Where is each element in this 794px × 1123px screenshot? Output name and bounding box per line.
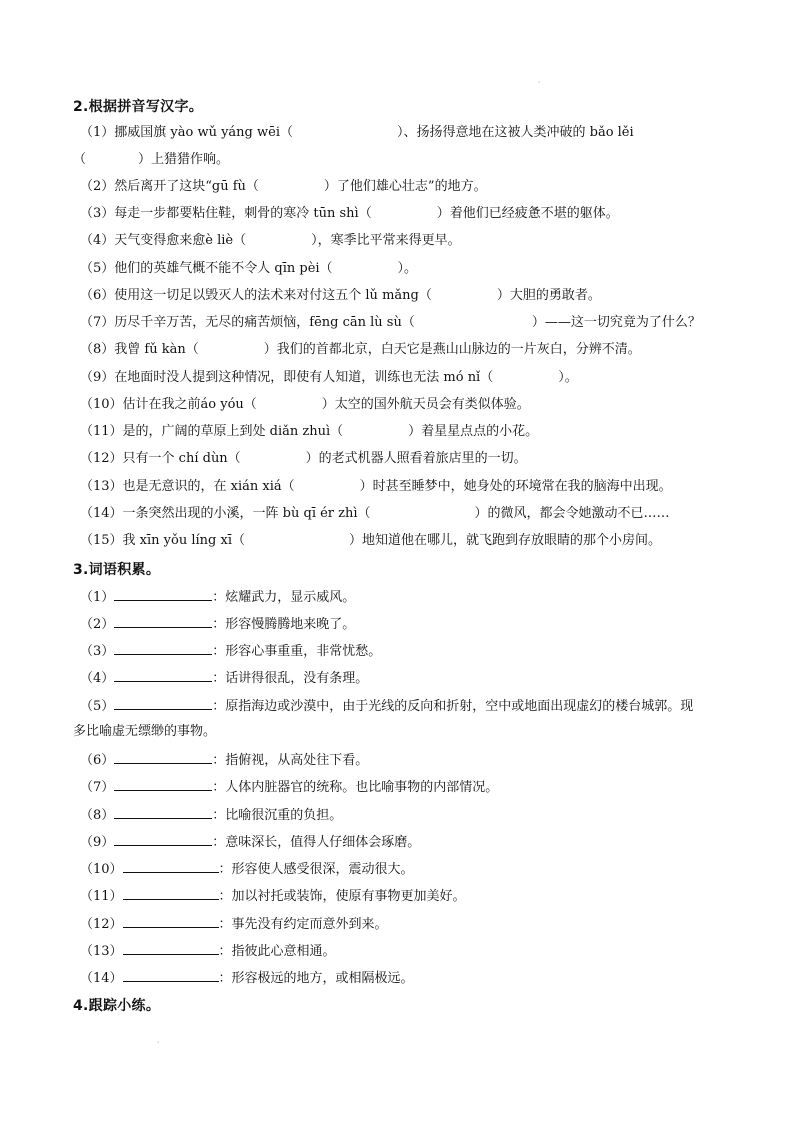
vocab-item-5-cont: 多比喻虚无缥缈的事物。	[73, 724, 217, 739]
vocab-item-1: （1） ：炫耀武力，显示威风。	[80, 587, 355, 607]
answer-blank[interactable]	[123, 859, 219, 873]
answer-blank[interactable]	[114, 587, 212, 601]
pinyin-item-8: （8）我曾 fǔ kàn（ ）我们的首都北京，白天它是燕山山脉边的一片灰白，分辨不清。	[80, 342, 641, 357]
answer-blank[interactable]	[123, 886, 219, 900]
answer-blank[interactable]	[114, 668, 212, 682]
vocab-item-2: （2） ：形容慢腾腾地来晚了。	[80, 614, 355, 634]
vocab-item-12: （12） ：事先没有约定而意外到来。	[80, 914, 388, 934]
vocab-item-3: （3） ：形容心事重重，非常忧愁。	[80, 641, 381, 661]
pinyin-item-15: （15）我 xīn yǒu líng xī（ ）地知道他在哪儿，就飞跑到存放眼睛的那个小房间。	[80, 533, 661, 548]
pinyin-item-2: （2）然后离开了这块“gū fù（ ）了他们雄心壮志”的地方。	[80, 179, 487, 194]
pinyin-item-10: （10）估计在我之前áo yóu（ ）太空的国外航天员会有类似体验。	[80, 397, 530, 412]
section-4-title: 4.跟踪小练。	[73, 998, 161, 1014]
pinyin-item-12: （12）只有一个 chí dùn（ ）的老式机器人照看着旅店里的一切。	[80, 451, 527, 466]
answer-blank[interactable]	[114, 614, 212, 628]
pinyin-item-5: （5）他们的英雄气概不能不令人 qīn pèi（ ）。	[80, 261, 418, 276]
vocab-item-8: （8） ：比喻很沉重的负担。	[80, 805, 342, 825]
vocab-item-4: （4） ：话讲得很乱，没有条理。	[80, 668, 368, 688]
answer-blank[interactable]	[114, 750, 212, 764]
answer-blank[interactable]	[114, 832, 212, 846]
vocab-item-10: （10） ：形容使人感受很深，震动很大。	[80, 859, 414, 879]
answer-blank[interactable]	[123, 968, 219, 982]
answer-blank[interactable]	[114, 641, 212, 655]
speck-mark: '	[538, 80, 541, 89]
pinyin-item-7: （7）历尽千辛万苦，无尽的痛苦烦恼，fēng cān lù sù（ ）——这一切究竟为了什么？	[80, 315, 701, 330]
speck-mark: '	[157, 1040, 160, 1049]
pinyin-item-9: （9）在地面时没人提到这种情况，即使有人知道，训练也无法 mó nǐ（ ）。	[80, 370, 578, 385]
vocab-item-13: （13） ：指彼此心意相通。	[80, 941, 336, 961]
vocab-item-9: （9） ：意味深长，值得人仔细体会琢磨。	[80, 832, 420, 852]
vocab-item-5: （5） ：原指海边或沙漠中，由于光线的反向和折射，空中或地面出现虚幻的楼台城郭。现	[80, 696, 693, 716]
pinyin-item-3: （3）每走一步都要粘住鞋，刺骨的寒冷 tūn shì（ ）着他们已经疲惫不堪的躯体。	[80, 206, 619, 221]
pinyin-item-6: （6）使用这一切足以毁灭人的法术来对付这五个 lǔ mǎng（ ）大胆的勇敢者。	[80, 288, 601, 303]
answer-blank[interactable]	[114, 696, 212, 710]
answer-blank[interactable]	[114, 805, 212, 819]
answer-blank[interactable]	[114, 777, 212, 791]
pinyin-item-1-cont: （ ）上猎猎作响。	[73, 152, 230, 167]
vocab-item-7: （7） ：人体内脏器官的统称。也比喻事物的内部情况。	[80, 777, 498, 797]
answer-blank[interactable]	[123, 914, 219, 928]
section-3-title: 3.词语积累。	[73, 562, 161, 578]
section-2-title: 2.根据拼音写汉字。	[73, 99, 204, 115]
pinyin-item-11: （11）是的，广阔的草原上到处 diǎn zhuì（ ）着星星点点的小花。	[80, 424, 539, 439]
pinyin-item-1: （1）挪威国旗 yào wǔ yáng wēi（ ）、扬扬得意地在这被人类冲破的 bǎo lěi	[80, 125, 634, 140]
vocab-item-11: （11） ：加以衬托或装饰，使原有事物更加美好。	[80, 886, 466, 906]
vocab-item-14: （14） ：形容极远的地方，或相隔极远。	[80, 968, 414, 988]
vocab-item-6: （6） ：指俯视，从高处往下看。	[80, 750, 368, 770]
pinyin-item-4: （4）天气变得愈来愈è liè（ ），寒季比平常来得更早。	[80, 233, 461, 248]
pinyin-item-14: （14）一条突然出现的小溪，一阵 bù qī ér zhì（ ）的微风，都会令她激动不已……	[80, 506, 670, 521]
answer-blank[interactable]	[123, 941, 219, 955]
pinyin-item-13: （13）也是无意识的，在 xián xiá（ ）时甚至睡梦中，她身处的环境常在我的脑海中出现。	[80, 479, 672, 494]
